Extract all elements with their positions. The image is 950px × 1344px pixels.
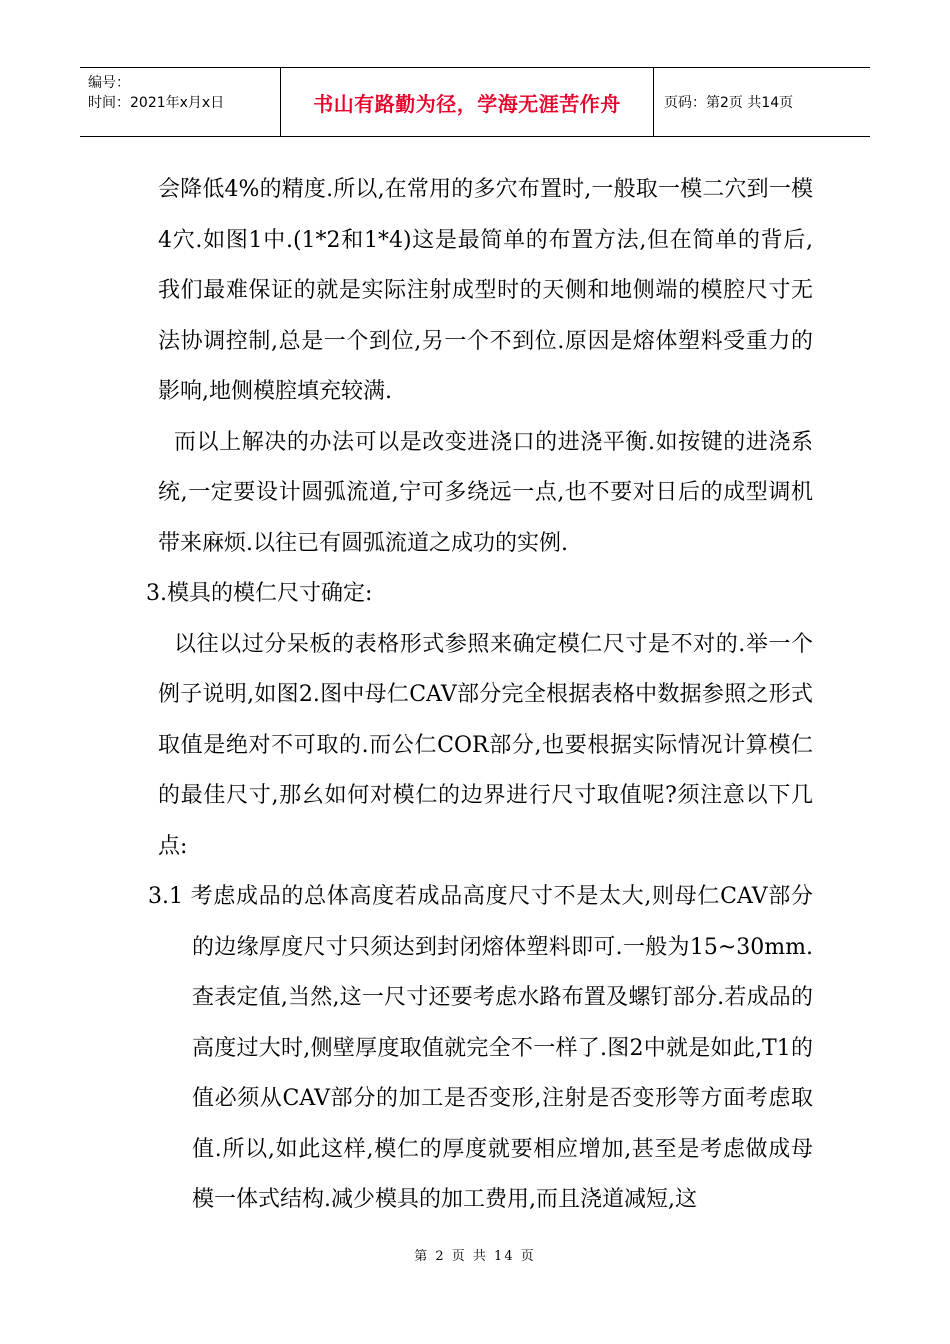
- subsection-paragraph: 3.1 考虑成品的总体高度若成品高度尺寸不是太大,则母仁CAV部分的边缘厚度尺寸只须达到封闭熔体塑料即可.一般为15~30mm.查表定值,当然,这一尺寸还要考虑水路布置及螺钉部分.若成品的高度过大时,侧壁厚度取值就完全不一样了.图2中就是如此,T1的值必须从CAV部分的加工是否变形,注射是否变形等方面考虑取值.所以,如此这样,模仁的厚度就要相应增加,甚至是考虑做成母模一体式结构.减少模具的加工费用,而且浇道减短,这: [148, 884, 813, 1212]
- number-label: 编号：: [88, 75, 130, 91]
- header-page-info: 页码：第2页 共14页: [664, 95, 794, 111]
- document-body: [146, 165, 813, 1226]
- paragraph: 以往以过分呆板的表格形式参照来确定模仁尺寸是不对的.举一个例子说明,如图2.图中母仁CAV部分完全根据表格中数据参照之形式取值是绝对不可取的.而公仁COR部分,也要根据实际情况计算模仁的最佳尺寸,那幺如何对模仁的边界进行尺寸取值呢?须注意以下几点:: [158, 631, 813, 859]
- header-motto: 书山有路勤为径，学海无涯苦作舟: [281, 68, 654, 136]
- paragraph: 会降低4%的精度.所以,在常用的多穴布置时,一般取一模二穴到一模4穴.如图1中.(1*2和1*4)这是最简单的布置方法,但在简单的背后,我们最难保证的就是实际注射成型时的天侧和地侧端的模腔尺寸无法协调控制,总是一个到位,另一个不到位.原因是熔体塑料受重力的影响,地侧模腔填充较满.: [158, 177, 813, 404]
- section-heading: 3.模具的模仁尺寸确定:: [146, 581, 373, 606]
- time-label: 时间：2021年x月x日: [88, 95, 225, 111]
- paragraph: 而以上解决的办法可以是改变进浇口的进浇平衡.如按键的进浇系统,一定要设计圆弧流道,宁可多绕远一点,也不要对日后的成型调机带来麻烦.以往已有圆弧流道之成功的实例.: [158, 429, 813, 556]
- header-meta: [80, 68, 281, 136]
- document-header: [80, 67, 870, 137]
- page-footer: 第 2 页 共 14 页: [414, 1249, 536, 1264]
